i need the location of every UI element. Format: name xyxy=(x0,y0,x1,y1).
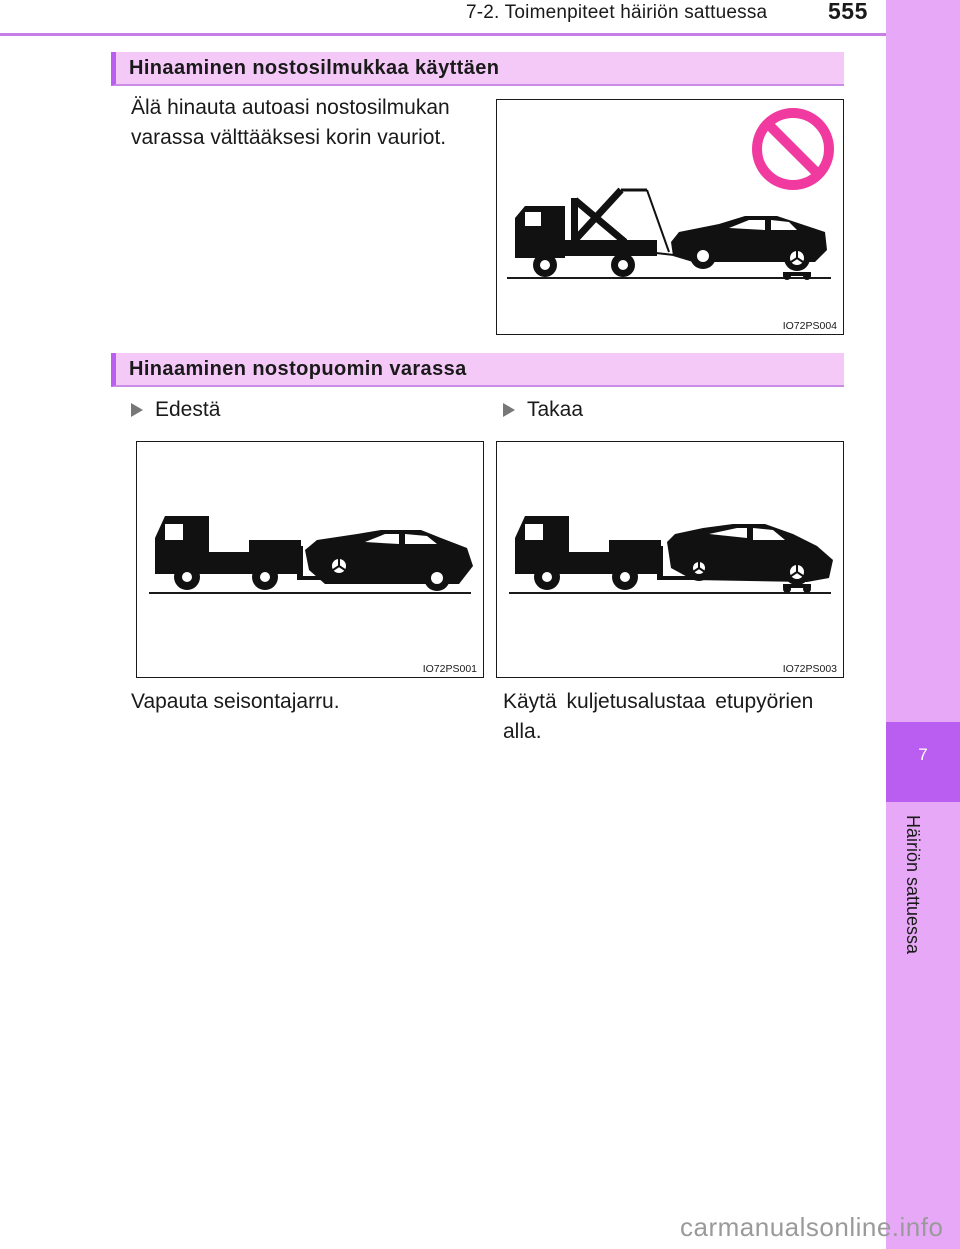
car-icon xyxy=(305,530,473,591)
figure-code: IO72PS003 xyxy=(782,663,837,675)
warning-text xyxy=(131,93,450,153)
bullet-front xyxy=(131,398,220,422)
watermark: carmanualsonline.info xyxy=(680,1212,944,1242)
page-number: 555 xyxy=(828,0,868,24)
tow-truck-icon xyxy=(515,190,683,277)
section-heading-boom xyxy=(111,353,844,387)
car-icon xyxy=(671,216,827,280)
section-heading-text: Hinaaminen nostosilmukkaa käyttäen xyxy=(129,57,500,79)
front-caption: Vapauta seisontajarru. xyxy=(131,690,340,713)
figure-code: IO72PS001 xyxy=(422,663,477,675)
tow-truck-illustration xyxy=(497,100,843,334)
tow-truck-icon xyxy=(515,516,693,590)
chapter-label: Häiriön sattuessa xyxy=(903,815,923,955)
bullet-rear-label: Takaa xyxy=(527,398,584,421)
rear-caption xyxy=(503,687,813,747)
triangle-bullet-icon xyxy=(131,403,143,417)
warning-text-line: varassa välttääksesi korin vauriot. xyxy=(131,126,447,149)
prohibition-icon xyxy=(757,113,829,185)
header-divider xyxy=(0,33,886,36)
figure-front-tow xyxy=(136,441,484,678)
section-heading-text: Hinaaminen nostopuomin varassa xyxy=(129,358,467,380)
rear-caption-line: alla. xyxy=(503,720,542,743)
chapter-number-tab[interactable]: 7 xyxy=(886,722,960,802)
rear-caption-line: Käytä kuljetusalustaa etupyörien xyxy=(503,690,814,713)
chapter-side-tab xyxy=(886,0,960,1249)
section-heading-lifting-eye xyxy=(111,52,844,86)
running-header: 7-2. Toimenpiteet häiriön sattuessa xyxy=(466,2,768,23)
figure-rear-tow xyxy=(496,441,844,678)
figure-lifting-eye-tow xyxy=(496,99,844,335)
warning-text-line: Älä hinauta autoasi nostosilmukan xyxy=(131,96,450,119)
front-tow-illustration xyxy=(137,442,483,677)
bullet-rear xyxy=(503,398,583,422)
triangle-bullet-icon xyxy=(503,403,515,417)
bullet-front-label: Edestä xyxy=(155,398,221,421)
figure-code: IO72PS004 xyxy=(782,320,837,332)
rear-tow-illustration xyxy=(497,442,843,677)
car-icon xyxy=(667,524,833,593)
